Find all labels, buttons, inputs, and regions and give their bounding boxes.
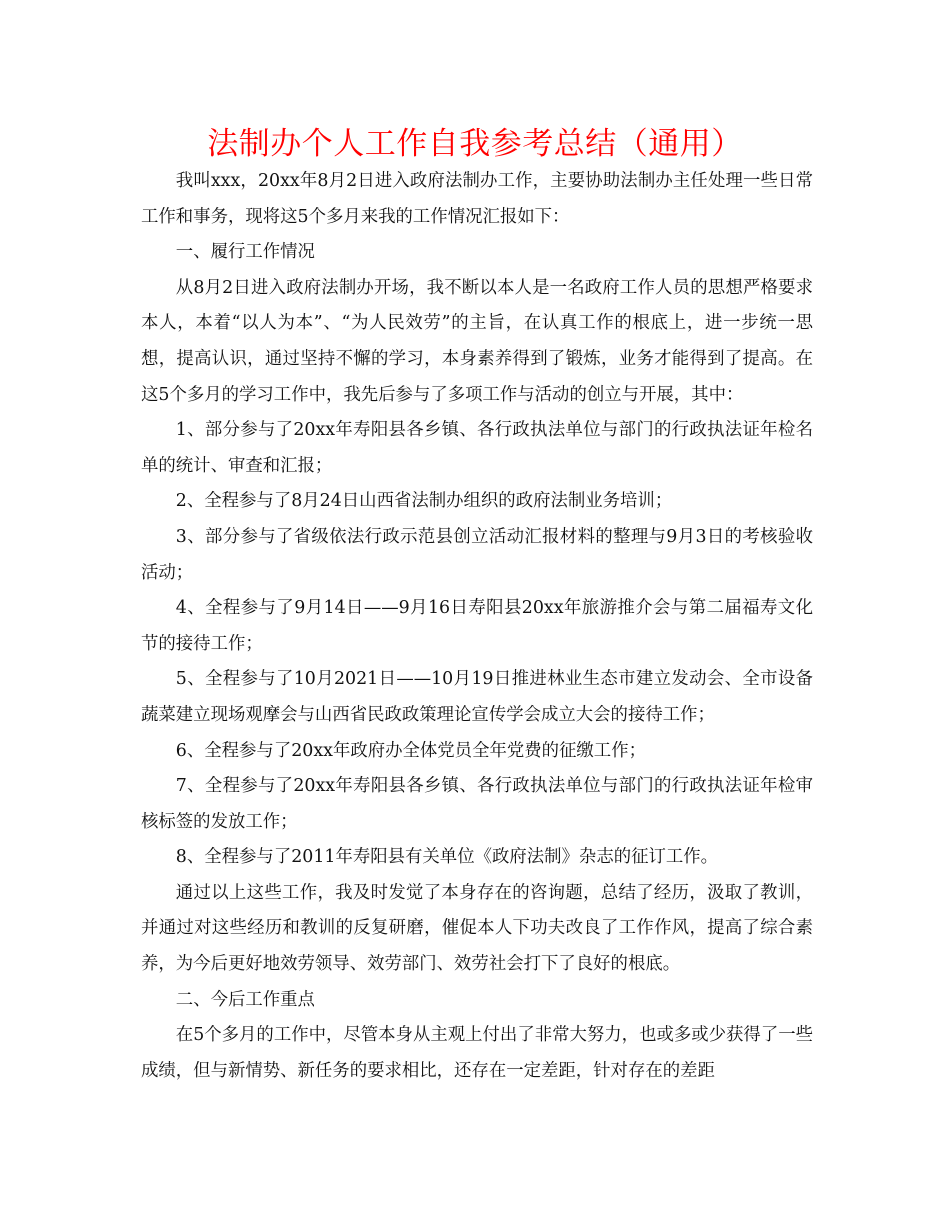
list-item: 7、全程参与了20xx年寿阳县各乡镇、各行政执法单位与部门的行政执法证年检审核标签的发放工作； [141, 776, 813, 832]
paragraph-summary: 通过以上这些工作，我及时发觉了本身存在的咨询题，总结了经历，汲取了教训，并通过对这些经历和教训的反复研磨，催促本人下功夫改良了工作作风，提高了综合素养，为今后更好地效劳领导、效劳部门、效劳社会打下了良好的根底。 [141, 882, 813, 975]
list-item: 6、全程参与了20xx年政府办全体党员全年党费的征缴工作； [175, 740, 646, 761]
paragraph-future-focus: 在5个多月的工作中，尽管本身从主观上付出了非常大努力，也或多或少获得了一些成绩，但与新情势、新任务的要求相比，还存在一定差距，针对存在的差距 [141, 1025, 813, 1081]
list-item: 2、全程参与了8月24日山西省法制办组织的政府法制业务培训； [175, 491, 673, 512]
document-title: 法制办个人工作自我参考总结（通用） [207, 126, 743, 162]
section-heading-2: 二、今后工作重点 [175, 989, 315, 1010]
paragraph-work-overview: 从8月2日进入政府法制办开场，我不断以本人是一名政府工作人员的思想严格要求本人，本着“以人为本”、“为人民效劳”的主旨，在认真工作的根底上，进一步统一思想，提高认识，通过坚持不懈的学习，本身素养得到了锻炼，业务才能得到了提高。在这5个多月的学习工作中，我先后参与了多项工作与活动的创立与开展，其中： [141, 277, 813, 405]
list-item: 1、部分参与了20xx年寿阳县各乡镇、各行政执法单位与部门的行政执法证年检名单的统计、审查和汇报； [141, 420, 813, 476]
list-item: 3、部分参与了省级依法行政示范县创立活动汇报材料的整理与9月3日的考核验收活动； [141, 526, 813, 583]
paragraph-intro: 我叫xxx，20xx年8月2日进入政府法制办工作，主要协助法制办主任处理一些日常工作和事务，现将这5个多月来我的工作情况汇报如下： [141, 171, 813, 227]
document-body [141, 164, 813, 1089]
list-item: 4、全程参与了9月14日——9月16日寿阳县20xx年旅游推介会与第二届福寿文化节的接待工作； [141, 598, 813, 654]
section-heading-1: 一、履行工作情况 [175, 242, 315, 263]
list-item: 5、全程参与了10月2021日——10月19日推进林业生态市建立发动会、全市设备蔬菜建立现场观摩会与山西省民政政策理论宣传学会成立大会的接待工作； [141, 669, 813, 725]
list-item: 8、全程参与了2011年寿阳县有关单位《政府法制》杂志的征订工作。 [175, 847, 719, 868]
